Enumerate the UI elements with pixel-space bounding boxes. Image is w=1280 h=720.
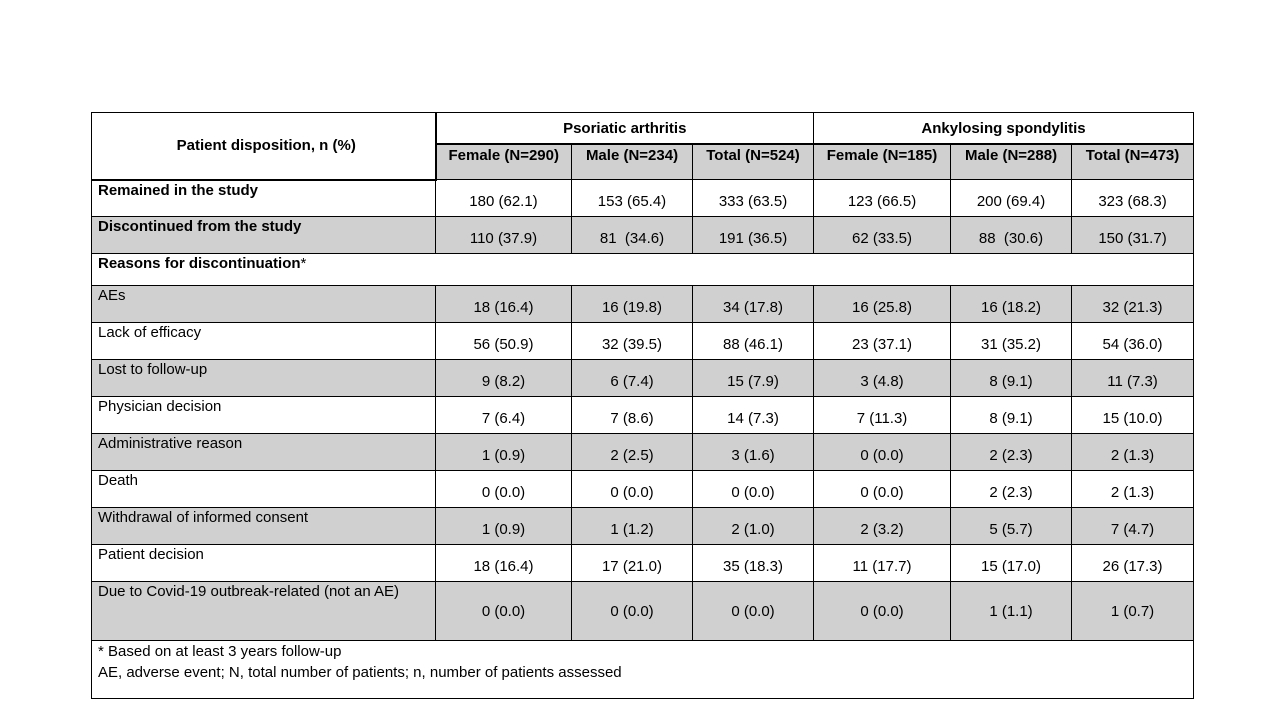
row-label: [92, 180, 436, 217]
table-cell: 18 (16.4): [436, 545, 572, 582]
table-row: [92, 397, 1194, 434]
table-cell: 0 (0.0): [814, 582, 951, 641]
table-cell: 110 (37.9): [436, 217, 572, 254]
table-cell: 3 (4.8): [814, 360, 951, 397]
table-cell: 62 (33.5): [814, 217, 951, 254]
table-cell: 31 (35.2): [951, 323, 1072, 360]
table-cell: 8 (9.1): [951, 360, 1072, 397]
footnote-basis: * Based on at least 3 years follow-up: [98, 643, 342, 660]
table-cell: 88 (30.6): [951, 217, 1072, 254]
table-row: [92, 360, 1194, 397]
row-label-text: Discontinued from the study: [98, 218, 302, 235]
table-cell: 7 (11.3): [814, 397, 951, 434]
table-cell: 153 (65.4): [572, 180, 693, 217]
table-cell: 150 (31.7): [1072, 217, 1194, 254]
table-cell: 7 (4.7): [1072, 508, 1194, 545]
table-row: [92, 217, 1194, 254]
row-label: [92, 397, 436, 434]
row-label-text: Withdrawal of informed consent: [98, 509, 309, 526]
table-cell: 1 (1.1): [951, 582, 1072, 641]
row-label-text: Lack of efficacy: [98, 324, 202, 341]
table-cell: 15 (7.9): [693, 360, 814, 397]
table-cell: 1 (0.7): [1072, 582, 1194, 641]
row-label: [92, 582, 436, 641]
table-cell: 2 (2.3): [951, 471, 1072, 508]
table-row: [92, 434, 1194, 471]
row-label: [92, 471, 436, 508]
table-cell: 81 (34.6): [572, 217, 693, 254]
table-cell: 1 (0.9): [436, 508, 572, 545]
table-cell: 0 (0.0): [693, 582, 814, 641]
row-label: [92, 434, 436, 471]
table-cell: 26 (17.3): [1072, 545, 1194, 582]
table-cell: 16 (25.8): [814, 286, 951, 323]
footnote-row: [92, 641, 1194, 699]
table-cell: 6 (7.4): [572, 360, 693, 397]
table-cell: 32 (21.3): [1072, 286, 1194, 323]
row-label: [92, 360, 436, 397]
table-cell: 56 (50.9): [436, 323, 572, 360]
table-cell: 18 (16.4): [436, 286, 572, 323]
row-label: [92, 508, 436, 545]
row-label-text: Reasons for discontinuation: [98, 255, 301, 272]
table-cell: 0 (0.0): [436, 582, 572, 641]
table-cell: 9 (8.2): [436, 360, 572, 397]
table-cell: 17 (21.0): [572, 545, 693, 582]
table-cell: 8 (9.1): [951, 397, 1072, 434]
table-cell: 0 (0.0): [572, 582, 693, 641]
table-cell: 0 (0.0): [814, 471, 951, 508]
table-cell: 3 (1.6): [693, 434, 814, 471]
table-cell: 323 (68.3): [1072, 180, 1194, 217]
column-header: Male (N=288): [951, 144, 1072, 180]
row-label-text: Remained in the study: [98, 181, 259, 199]
table-cell: 0 (0.0): [814, 434, 951, 471]
table-cell: 123 (66.5): [814, 180, 951, 217]
table-cell: 2 (1.3): [1072, 471, 1194, 508]
table-cell: 180 (62.1): [436, 180, 572, 217]
table-cell: 0 (0.0): [436, 471, 572, 508]
table-cell: 35 (18.3): [693, 545, 814, 582]
table-cell: 7 (6.4): [436, 397, 572, 434]
column-header: Male (N=234): [572, 144, 693, 180]
table-cell: 16 (18.2): [951, 286, 1072, 323]
group-ankylosing-spondylitis: Ankylosing spondylitis: [814, 113, 1194, 145]
table-row: [92, 582, 1194, 641]
table-cell: 2 (1.3): [1072, 434, 1194, 471]
table-cell: 88 (46.1): [693, 323, 814, 360]
patient-disposition-table: [91, 112, 1194, 699]
table-cell: 15 (17.0): [951, 545, 1072, 582]
table-cell: 0 (0.0): [572, 471, 693, 508]
row-label-text: Lost to follow-up: [98, 361, 208, 378]
footnote-marker: *: [300, 255, 307, 272]
table-cell: 11 (7.3): [1072, 360, 1194, 397]
footnotes: [92, 641, 1194, 699]
table-cell: 333 (63.5): [693, 180, 814, 217]
row-label-text: Physician decision: [98, 398, 222, 415]
row-label: [92, 323, 436, 360]
table-cell: 2 (1.0): [693, 508, 814, 545]
row-label-text: AEs: [98, 287, 126, 304]
table-cell: 0 (0.0): [693, 471, 814, 508]
table-cell: 2 (3.2): [814, 508, 951, 545]
table-row: [92, 545, 1194, 582]
table-cell: 2 (2.3): [951, 434, 1072, 471]
table-row: [92, 508, 1194, 545]
row-label-text: Due to Covid-19 outbreak-related (not an AE): [98, 583, 400, 600]
table-row: [92, 254, 1194, 286]
table-cell: 14 (7.3): [693, 397, 814, 434]
table-row: [92, 180, 1194, 217]
row-label: [92, 254, 1194, 286]
table-cell: 1 (0.9): [436, 434, 572, 471]
table-cell: 11 (17.7): [814, 545, 951, 582]
table-row: [92, 286, 1194, 323]
table-cell: 16 (19.8): [572, 286, 693, 323]
table-row: [92, 323, 1194, 360]
corner-label: Patient disposition, n (%): [92, 113, 436, 180]
table-cell: 200 (69.4): [951, 180, 1072, 217]
group-header-row: [92, 113, 1194, 145]
group-psoriatic-arthritis: Psoriatic arthritis: [436, 113, 814, 145]
column-header: Female (N=185): [814, 144, 951, 180]
table-cell: 54 (36.0): [1072, 323, 1194, 360]
table-cell: 2 (2.5): [572, 434, 693, 471]
row-label: [92, 286, 436, 323]
column-header: Female (N=290): [436, 144, 572, 180]
footnote-abbreviations: AE, adverse event; N, total number of patients; n, number of patients assessed: [98, 664, 622, 681]
row-label: [92, 545, 436, 582]
table-cell: 7 (8.6): [572, 397, 693, 434]
table-cell: 32 (39.5): [572, 323, 693, 360]
column-header: Total (N=473): [1072, 144, 1194, 180]
table-cell: 23 (37.1): [814, 323, 951, 360]
table-cell: 15 (10.0): [1072, 397, 1194, 434]
row-label: [92, 217, 436, 254]
table-cell: 5 (5.7): [951, 508, 1072, 545]
table-cell: 34 (17.8): [693, 286, 814, 323]
table-cell: 191 (36.5): [693, 217, 814, 254]
column-header: Total (N=524): [693, 144, 814, 180]
row-label-text: Administrative reason: [98, 435, 243, 452]
row-label-text: Death: [98, 472, 139, 489]
table-cell: 1 (1.2): [572, 508, 693, 545]
row-label-text: Patient decision: [98, 546, 204, 563]
table-row: [92, 471, 1194, 508]
